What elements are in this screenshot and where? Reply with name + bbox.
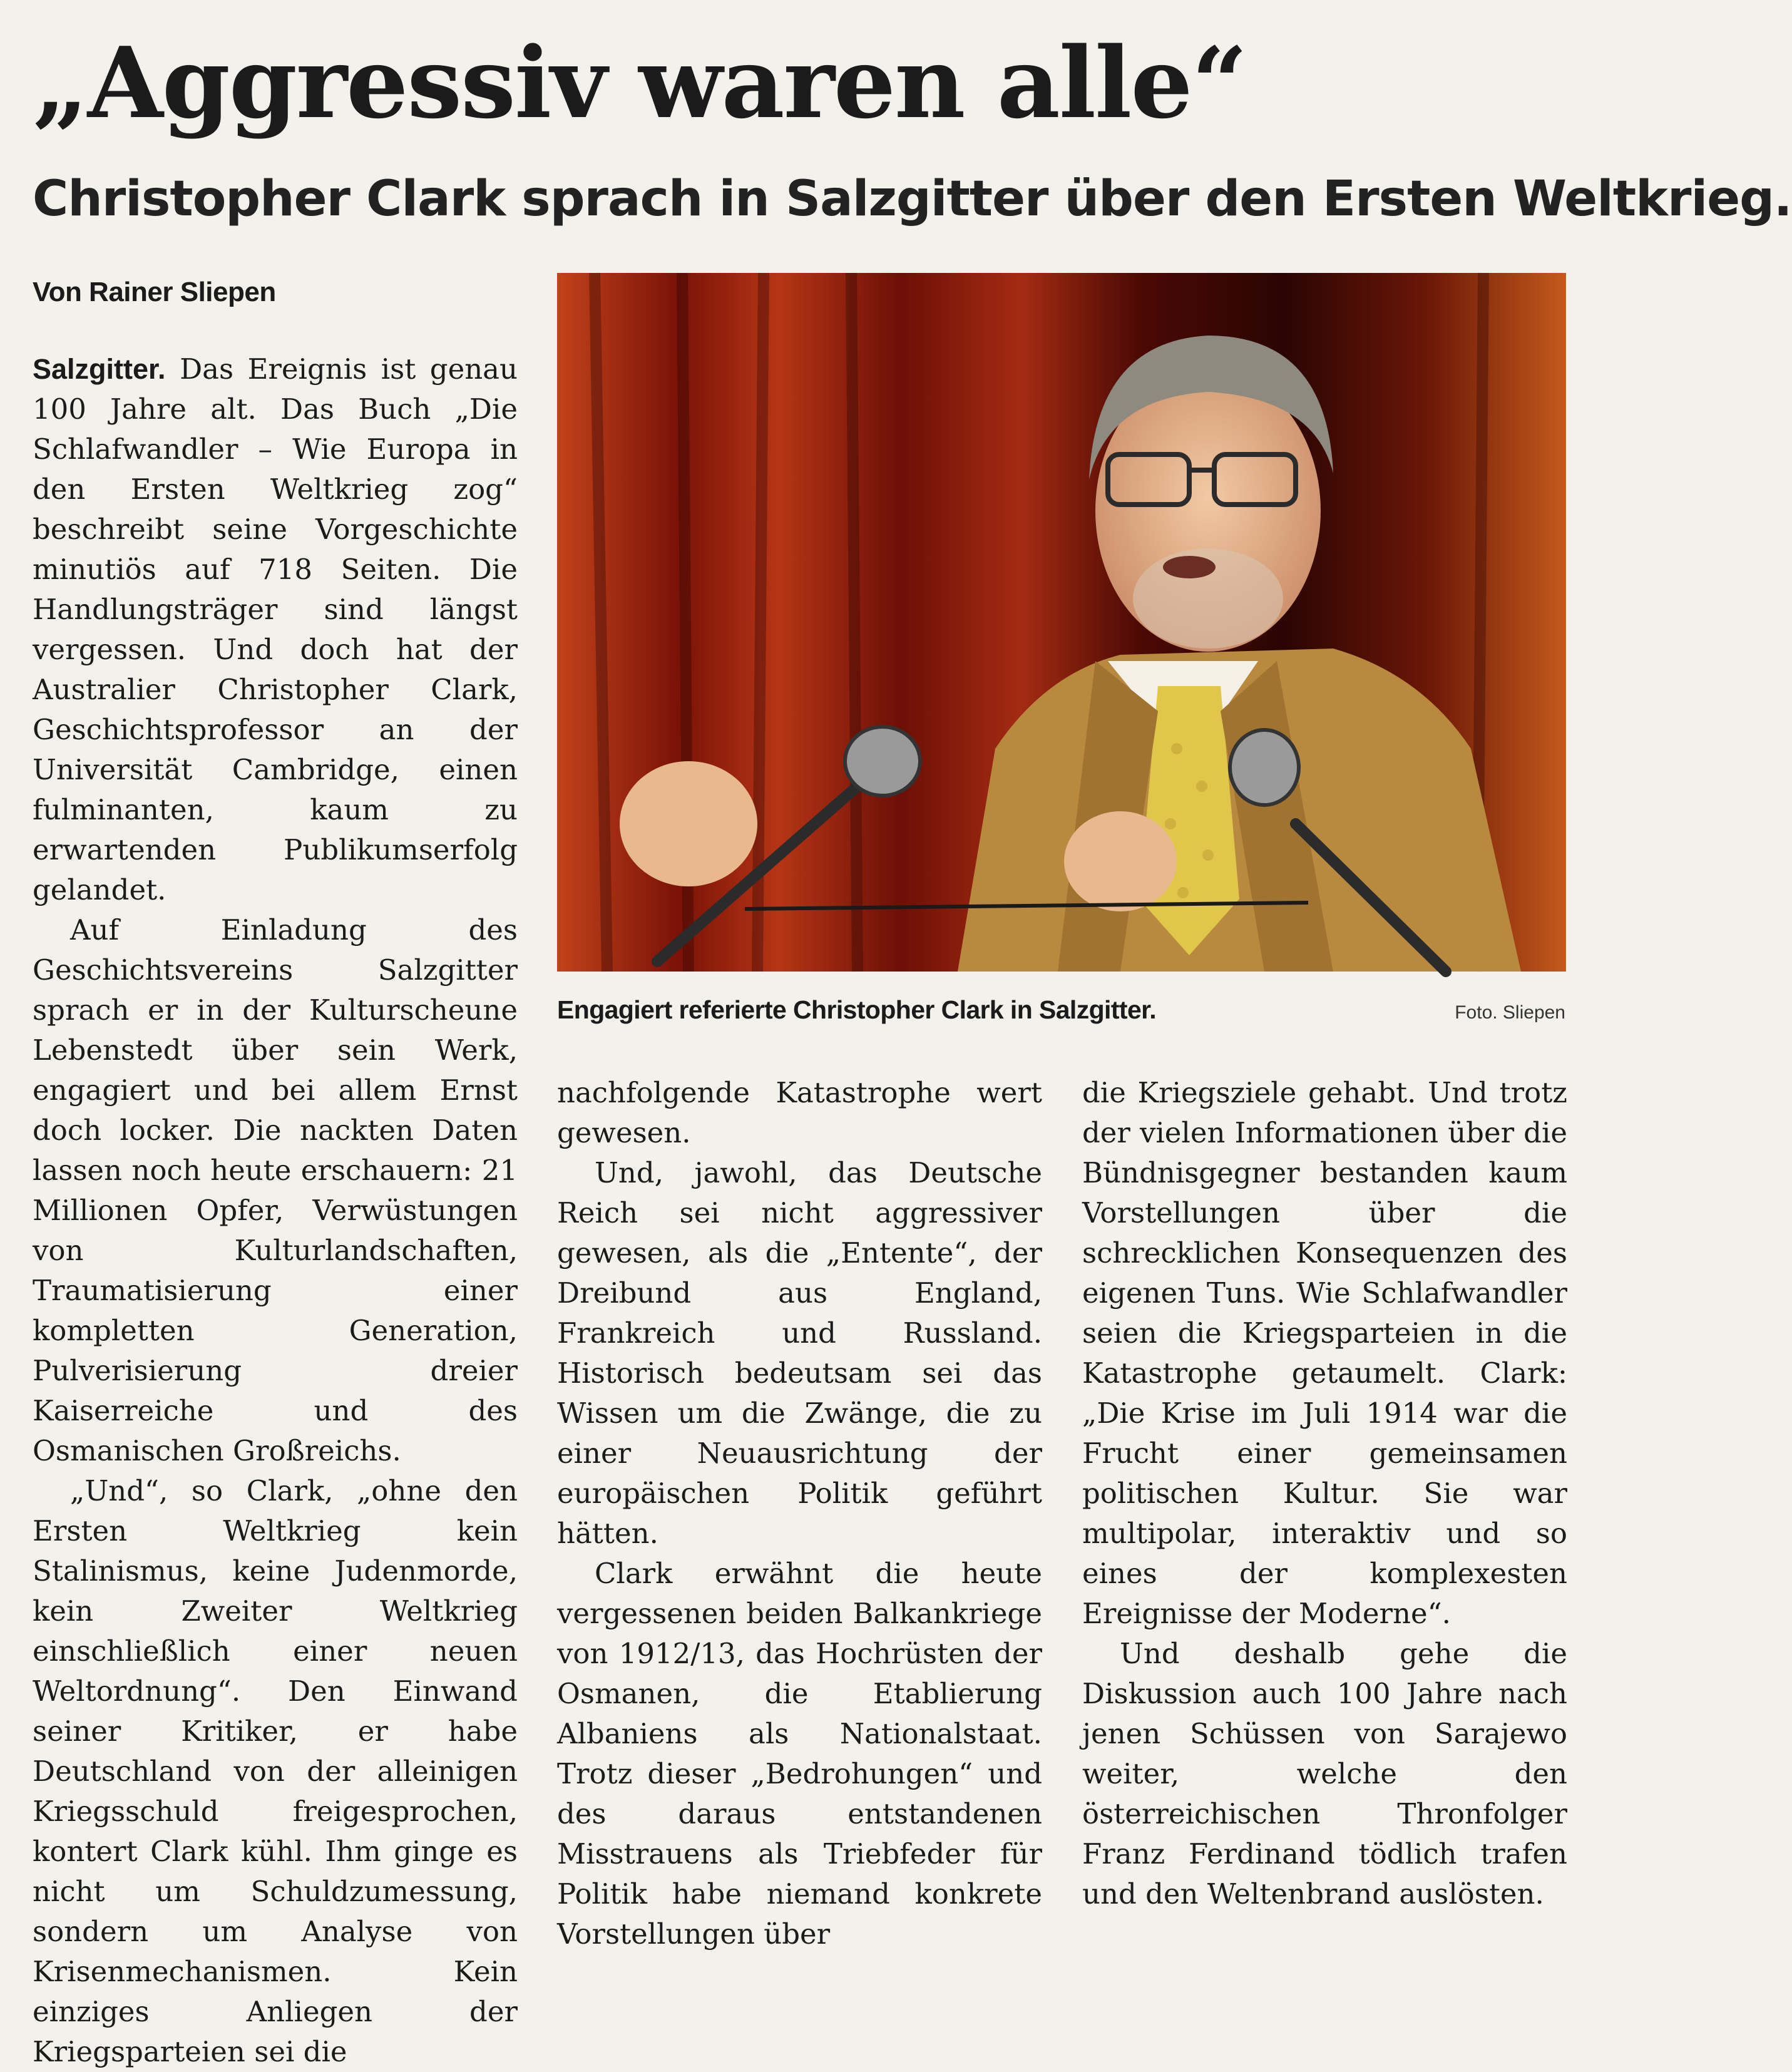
- article-paragraph: Und, jawohl, das Deutsche Reich sei nicht aggressiver gewesen, als die „Entente“, der Dreibund aus England, Frankreich und Russland. Historisch bedeutsam sei das Wissen um die Zwänge, die zu einer Neuausrichtung der europäischen Politik geführt hätten.: [557, 1156, 1042, 1550]
- article-paragraph: Clark erwähnt die heute vergessenen beiden Balkankriege von 1912/13, das Hochrüsten der Osmanen, die Etablierung Albaniens als Nationalstaat. Trotz dieser „Bedrohungen“ und des daraus entstandenen Misstrauens als Triebfeder für Politik habe niemand konkrete Vorstellungen über: [557, 1557, 1042, 1951]
- photo-credit: Foto. Sliepen: [1455, 1002, 1565, 1023]
- article-paragraph: [33, 349, 518, 910]
- photo-caption: Engagiert referierte Christopher Clark in Salzgitter.: [557, 995, 1157, 1024]
- article-paragraph: nachfolgende Katastrophe wert gewesen.: [557, 1076, 1042, 1149]
- speaker-photo: [557, 273, 1566, 972]
- speaker-photo-illustration: [557, 273, 1566, 972]
- dateline: Salzgitter.: [33, 353, 166, 385]
- article-column-1: [33, 349, 518, 2072]
- article-column-2: [557, 1073, 1042, 1954]
- byline: Von Rainer Sliepen: [33, 277, 276, 307]
- article-paragraph: „Und“, so Clark, „ohne den Ersten Weltkrieg kein Stalinismus, keine Judenmorde, kein Zweiter Weltkrieg einschließlich einer neuen Weltordnung“. Den Einwand seiner Kritiker, er habe Deutschland von der alleinigen Kriegsschuld freigesprochen, kontert Clark kühl. Ihm ginge es nicht um Schuldzumessung, sondern um Analyse von Krisenmechanismen. Kein einziges Anliegen der Kriegsparteien sei die: [33, 1474, 518, 2068]
- article-column-3: [1082, 1073, 1567, 1914]
- article-paragraph: Und deshalb gehe die Diskussion auch 100 Jahre nach jenen Schüssen von Sarajewo weiter, welche den österreichischen Thronfolger Franz Ferdinand tödlich trafen und den Weltenbrand auslösten.: [1082, 1637, 1567, 1910]
- headline: „Aggressiv waren alle“: [33, 26, 1247, 140]
- paragraph-text: Das Ereignis ist genau 100 Jahre alt. Das Buch „Die Schlafwandler – Wie Europa in den Ersten Weltkrieg zog“ beschreibt seine Vorgeschichte minutiös auf 718 Seiten. Die Handlungsträger sind längst vergessen. Und doch hat der Australier Christopher Clark, Geschichtsprofessor an der Universität Cambridge, einen fulminanten, kaum zu erwartenden Publikumserfolg gelandet.: [33, 352, 518, 906]
- article-paragraph: die Kriegsziele gehabt. Und trotz der vielen Informationen über die Bündnisgegner bestanden kaum Vorstellungen über die schrecklichen Konsequenzen des eigenen Tuns. Wie Schlafwandler seien die Kriegsparteien in die Katastrophe getaumelt. Clark: „Die Krise im Juli 1914 war die Frucht einer gemeinsamen politischen Kultur. Sie war multipolar, interaktiv und so eines der komplexesten Ereignisse der Moderne“.: [1082, 1076, 1567, 1630]
- article-paragraph: Auf Einladung des Geschichtsvereins Salzgitter sprach er in der Kulturscheune Lebenstedt über sein Werk, engagiert und bei allem Ernst doch locker. Die nackten Daten lassen noch heute erschauern: 21 Millionen Opfer, Verwüstungen von Kulturlandschaften, Traumatisierung einer kompletten Generation, Pulverisierung dreier Kaiserreiche und des Osmanischen Großreichs.: [33, 913, 518, 1467]
- subheadline: Christopher Clark sprach in Salzgitter über den Ersten Weltkrieg.: [33, 171, 1792, 227]
